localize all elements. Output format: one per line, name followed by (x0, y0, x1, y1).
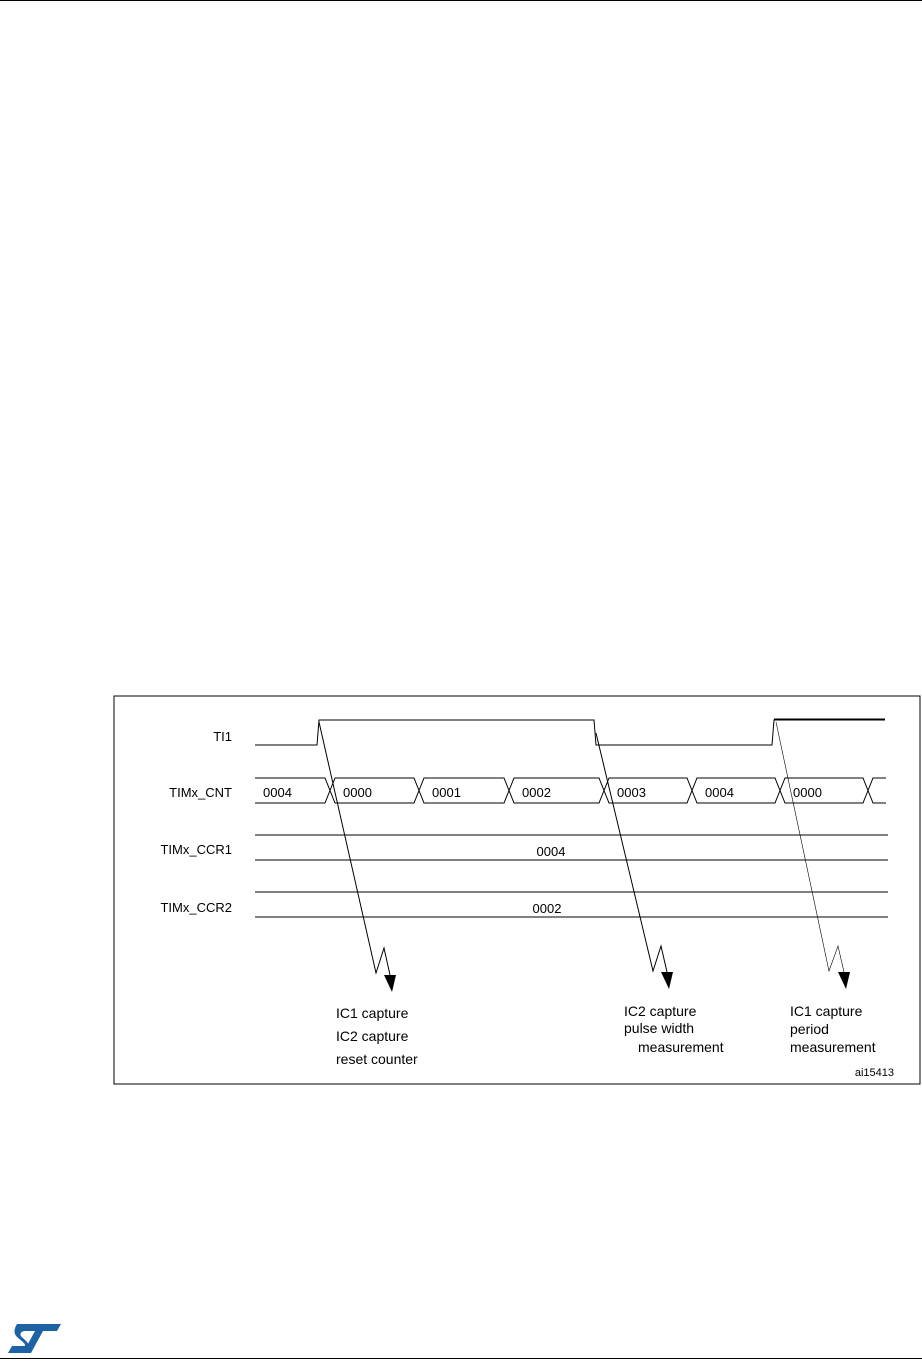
cnt-value: 0001 (432, 785, 461, 800)
cnt-segment-tail (868, 778, 886, 803)
ti1-waveform (255, 720, 885, 745)
annotation-second (624, 1003, 724, 1055)
capture-arrow-1 (319, 722, 396, 992)
annotation-first-line-1: IC1 capture (336, 1005, 409, 1021)
signal-label-ti1: TI1 (213, 729, 232, 744)
annotation-third (790, 1003, 876, 1055)
cnt-value: 0000 (343, 785, 372, 800)
annotation-third-line-2: period (790, 1021, 829, 1037)
footer-rule (0, 1358, 922, 1359)
signal-label-ccr1: TIMx_CCR1 (160, 842, 232, 857)
cnt-value: 0003 (617, 785, 646, 800)
figure-id: ai15413 (854, 1067, 894, 1079)
signal-label-ccr2: TIMx_CCR2 (160, 900, 232, 915)
cnt-value: 0004 (263, 785, 292, 800)
cnt-value: 0002 (522, 785, 551, 800)
annotation-first (336, 1005, 418, 1067)
annotation-first-line-2: IC2 capture (336, 1028, 409, 1044)
cnt-bus (255, 778, 886, 803)
cnt-value: 0004 (705, 785, 734, 800)
st-logo-icon (5, 1322, 63, 1356)
annotation-third-line-1: IC1 capture (790, 1003, 863, 1019)
capture-arrow-3 (776, 722, 850, 989)
signal-label-cnt: TIMx_CNT (169, 785, 232, 800)
annotation-second-line-1: IC2 capture (624, 1003, 697, 1019)
annotation-second-line-2: pulse width (624, 1020, 695, 1036)
ccr1-value: 0004 (536, 844, 566, 859)
annotation-first-line-3: reset counter (336, 1051, 418, 1067)
annotation-third-line-3: measurement (790, 1039, 876, 1055)
cnt-value: 0000 (793, 785, 822, 800)
ccr2-value: 0002 (532, 901, 562, 916)
annotation-second-line-3: measurement (638, 1039, 724, 1055)
capture-arrow-2 (596, 733, 673, 989)
